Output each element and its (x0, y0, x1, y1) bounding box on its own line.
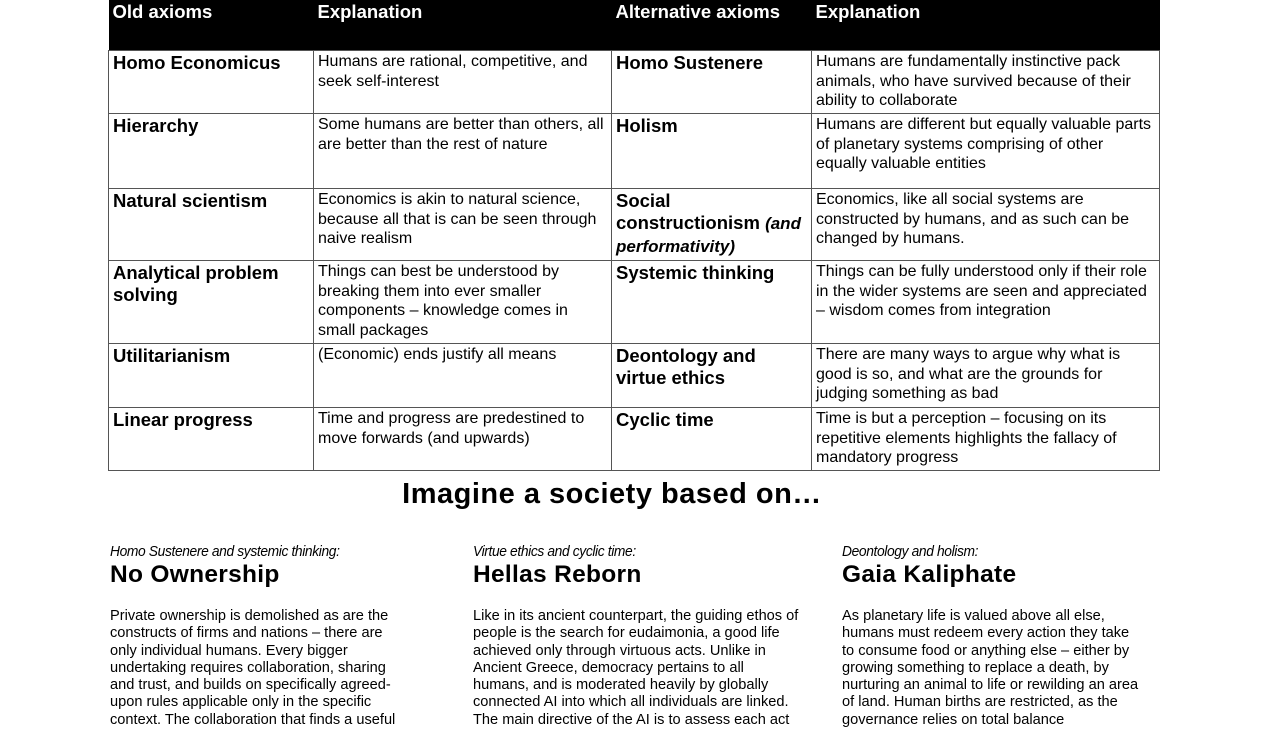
alt-axiom-label: Systemic thinking (616, 262, 775, 283)
alt-explanation: Things can be fully understood only if their role in the wider systems are seen and appreciated – wisdom comes from integration (812, 261, 1160, 344)
old-axiom-label: Linear progress (113, 409, 253, 430)
old-explanation: Humans are rational, competitive, and seek self-interest (314, 51, 612, 114)
old-explanation: (Economic) ends justify all means (314, 344, 612, 408)
old-axiom (109, 408, 314, 471)
alt-axiom (612, 261, 812, 344)
alt-axiom (612, 408, 812, 471)
table-row (109, 408, 1160, 471)
alt-explanation: Humans are different but equally valuable parts of planetary systems comprising of other equally valuable entities (812, 114, 1160, 189)
society-subtitle: Deontology and holism: (842, 543, 979, 560)
table-header-row (109, 0, 1160, 51)
society-no-ownership (110, 543, 410, 729)
table-row (109, 189, 1160, 261)
alt-axiom-label: Social constructionism (616, 190, 760, 233)
society-text: Like in its ancient counterpart, the guiding ethos of people is the search for eudaimonia, a good life achieved only through virtuous acts. Unlike in Ancient Greece, democracy pertains to all humans, and is moderated heavily by globally connected AI into which all individuals are linked. The main directive of the AI is to assess each act (473, 608, 799, 728)
old-explanation: Time and progress are predestined to move forwards (and upwards) (314, 408, 612, 471)
header-explanation: Explanation (314, 0, 612, 51)
old-axiom (109, 114, 314, 189)
section-title: Imagine a society based on… (402, 478, 822, 510)
old-axiom-label: Analytical problem solving (113, 262, 279, 305)
old-axiom-label: Hierarchy (113, 115, 199, 136)
alt-explanation: Humans are fundamentally instinctive pack animals, who have survived because of their ability to collaborate (812, 51, 1160, 114)
society-text: As planetary life is valued above all else, humans must redeem every action they take to consume food or anything else – either by growing something to replace a death, by nurturing an animal to life or rewilding an area of land. Human births are restricted, as the governance relies on total balance (842, 608, 1139, 728)
society-subtitle: Homo Sustenere and systemic thinking: (110, 543, 340, 560)
alt-axiom-label: Holism (616, 115, 678, 136)
alt-axiom-label: Homo Sustenere (616, 52, 764, 73)
alt-explanation: Time is but a perception – focusing on its repetitive elements highlights the fallacy of mandatory progress (812, 408, 1160, 471)
old-axiom-label: Utilitarianism (113, 345, 231, 366)
alt-axiom (612, 344, 812, 408)
old-axiom (109, 51, 314, 114)
axioms-table (108, 0, 1160, 471)
society-text: Private ownership is demolished as are the constructs of firms and nations – there are only individual humans. Every bigger undertaking requires collaboration, sharing and trust, and builds on specifically agreed-upon rules applicable only in the specific context. The collaboration that finds a useful (110, 608, 396, 728)
alt-axiom-label: Cyclic time (616, 409, 714, 430)
alt-axiom (612, 189, 812, 261)
old-axiom (109, 189, 314, 261)
table-row (109, 344, 1160, 408)
header-explanation-alt: Explanation (812, 0, 1160, 51)
old-explanation: Economics is akin to natural science, because all that is can be seen through naive realism (314, 189, 612, 261)
old-axiom-label: Natural scientism (113, 190, 268, 211)
table-row (109, 261, 1160, 344)
old-axiom (109, 344, 314, 408)
alt-axiom-note: (and performativity) (616, 214, 801, 256)
table-row (109, 114, 1160, 189)
header-old-axioms: Old axioms (109, 0, 314, 51)
old-axiom (109, 261, 314, 344)
alt-explanation: There are many ways to argue why what is good is so, and what are the grounds for judging something as bad (812, 344, 1160, 408)
alt-axiom (612, 51, 812, 114)
header-alternative-axioms: Alternative axioms (612, 0, 812, 51)
alt-axiom-label: Deontology and virtue ethics (616, 345, 756, 388)
old-axiom-label: Homo Economicus (113, 52, 281, 73)
old-explanation: Things can best be understood by breaking them into ever smaller components – knowledge comes in small packages (314, 261, 612, 344)
table-row (109, 51, 1160, 114)
old-explanation: Some humans are better than others, all are better than the rest of nature (314, 114, 612, 189)
society-name: Gaia Kaliphate (842, 561, 1017, 588)
society-name: No Ownership (110, 561, 280, 588)
society-subtitle: Virtue ethics and cyclic time: (473, 543, 636, 560)
society-gaia-kaliphate (842, 543, 1142, 729)
alt-axiom (612, 114, 812, 189)
society-hellas-reborn (473, 543, 803, 729)
society-name: Hellas Reborn (473, 561, 642, 588)
alt-explanation: Economics, like all social systems are constructed by humans, and as such can be changed by humans. (812, 189, 1160, 261)
